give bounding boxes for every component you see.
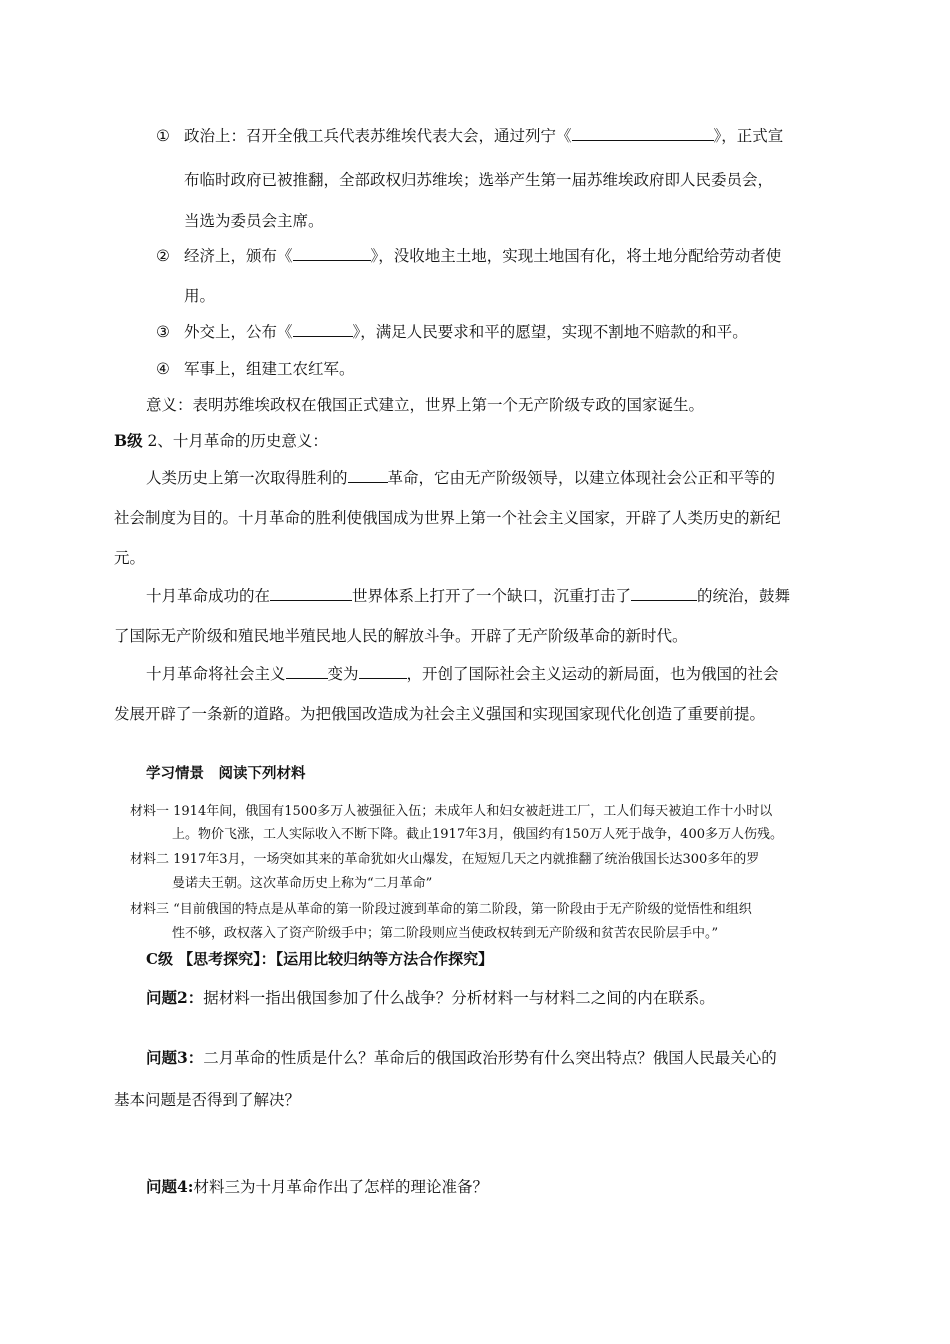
- item-3-text-b: 》，满足人民要求和平的愿望，实现不割地不赔款的和平。: [352, 323, 748, 341]
- b-para-3-line-2: 发展开辟了一条新的道路。为把俄国改造成为社会主义强国和实现国家现代化创造了重要前提。: [114, 705, 766, 723]
- item-1-line-3: 当选为委员会主席。: [184, 212, 324, 230]
- fill-blank: [631, 586, 697, 601]
- b-para-2-line-2: 了国际无产阶级和殖民地半殖民地人民的解放斗争。开辟了无产阶级革命的新时代。: [114, 627, 688, 645]
- material-1-line-1: 材料一 1914年间，俄国有1500多万人被强征入伍；未成年人和妇女被赶进工厂，工人们每天被迫工作十小时以: [130, 804, 773, 819]
- fill-blank: [293, 246, 371, 261]
- fill-blank: [359, 664, 407, 679]
- question-3-label: 问题3：: [146, 1048, 204, 1067]
- b-para-3-line-1: [146, 664, 779, 684]
- text-span: 变为: [327, 665, 359, 683]
- text-span: 人类历史上第一次取得胜利的: [146, 469, 348, 487]
- item-2-text-b: 》，没收地主土地，实现土地国有化，将土地分配给劳动者使: [370, 247, 782, 265]
- section-b-heading: [114, 431, 328, 451]
- text-span: 革命，它由无产阶级领导，以建立体现社会公正和平等的: [387, 469, 776, 487]
- fill-blank: [572, 126, 714, 141]
- item-3-line: [156, 322, 748, 342]
- item-2-line: [156, 246, 781, 266]
- item-4-number: ④: [156, 360, 170, 378]
- question-4-label: 问题4:: [146, 1177, 194, 1196]
- fill-blank: [270, 586, 352, 601]
- question-4: [146, 1177, 488, 1197]
- question-2-text: 据材料一指出俄国参加了什么战争？分析材料一与材料二之间的内在联系。: [203, 989, 715, 1007]
- question-2-label: 问题2：: [146, 988, 204, 1007]
- item-2-text-a: 经济上，颁布《: [184, 247, 293, 265]
- item-3-number: ③: [156, 323, 170, 341]
- material-2-line-1: 材料二 1917年3月，一场突如其来的革命犹如火山爆发，在短短几天之内就推翻了统治俄国长达300多年的罗: [130, 852, 760, 867]
- item-2-line-2: 用。: [184, 287, 216, 305]
- b-para-1-line-2: 社会制度为目的。十月革命的胜利使俄国成为世界上第一个社会主义国家，开辟了人类历史的新纪: [114, 509, 781, 527]
- item-1-line-2: 布临时政府已被推翻，全部政权归苏维埃；选举产生第一届苏维埃政府即人民委员会，: [184, 171, 774, 189]
- text-span: ，开创了国际社会主义运动的新局面，也为俄国的社会: [406, 665, 779, 683]
- situation-heading: 学习情景 阅读下列材料: [146, 765, 306, 782]
- question-3: [146, 1048, 777, 1068]
- material-2-line-2: 曼诺夫王朝。这次革命历史上称为“二月革命”: [172, 876, 433, 891]
- item-1-text-b: 》，正式宣: [713, 127, 784, 145]
- material-3-line-1: 材料三 “目前俄国的特点是从革命的第一阶段过渡到革命的第二阶段，第一阶段由于无产阶级的觉悟性和组织: [130, 902, 752, 917]
- material-3-line-2: 性不够，政权落入了资产阶级手中；第二阶段则应当使政权转到无产阶级和贫苦农民阶层手中。”: [172, 926, 719, 941]
- level-b-label: B级: [114, 431, 143, 450]
- fill-blank: [348, 468, 388, 483]
- item-4-text: 军事上，组建工农红军。: [184, 360, 355, 378]
- meaning-text: 意义：表明苏维埃政权在俄国正式建立，世界上第一个无产阶级专政的国家诞生。: [146, 396, 705, 414]
- item-4-line: [156, 359, 355, 379]
- question-3-text: 二月革命的性质是什么？革命后的俄国政治形势有什么突出特点？俄国人民最关心的: [203, 1049, 777, 1067]
- b-para-2-line-1: [146, 586, 790, 606]
- fill-blank: [286, 664, 328, 679]
- section-b-title: 2、十月革命的历史意义：: [147, 432, 328, 450]
- text-span: 的统治，鼓舞: [697, 587, 791, 605]
- question-3-line-2: 基本问题是否得到了解决？: [114, 1091, 301, 1109]
- section-c-heading: C级 【思考探究】：【运用比较归纳等方法合作探究】: [146, 950, 494, 968]
- text-span: 十月革命成功的在: [146, 587, 271, 605]
- item-1-text-a: 政治上：召开全俄工兵代表苏维埃代表大会，通过列宁《: [184, 127, 572, 145]
- item-1-number: ①: [156, 127, 170, 145]
- question-2: [146, 988, 715, 1008]
- fill-blank: [293, 322, 353, 337]
- item-3-text-a: 外交上，公布《: [184, 323, 293, 341]
- question-4-text: 材料三为十月革命作出了怎样的理论准备？: [193, 1178, 489, 1196]
- b-para-1-line-1: [146, 468, 775, 488]
- b-para-1-line-3: 元。: [114, 549, 146, 567]
- text-span: 十月革命将社会主义: [146, 665, 286, 683]
- material-1-line-2: 上。物价飞涨，工人实际收入不断下降。截止1917年3月，俄国约有150万人死于战争，400多万人伤残。: [172, 827, 783, 842]
- item-1-line: [156, 126, 783, 146]
- item-2-number: ②: [156, 247, 170, 265]
- text-span: 世界体系上打开了一个缺口，沉重打击了: [352, 587, 632, 605]
